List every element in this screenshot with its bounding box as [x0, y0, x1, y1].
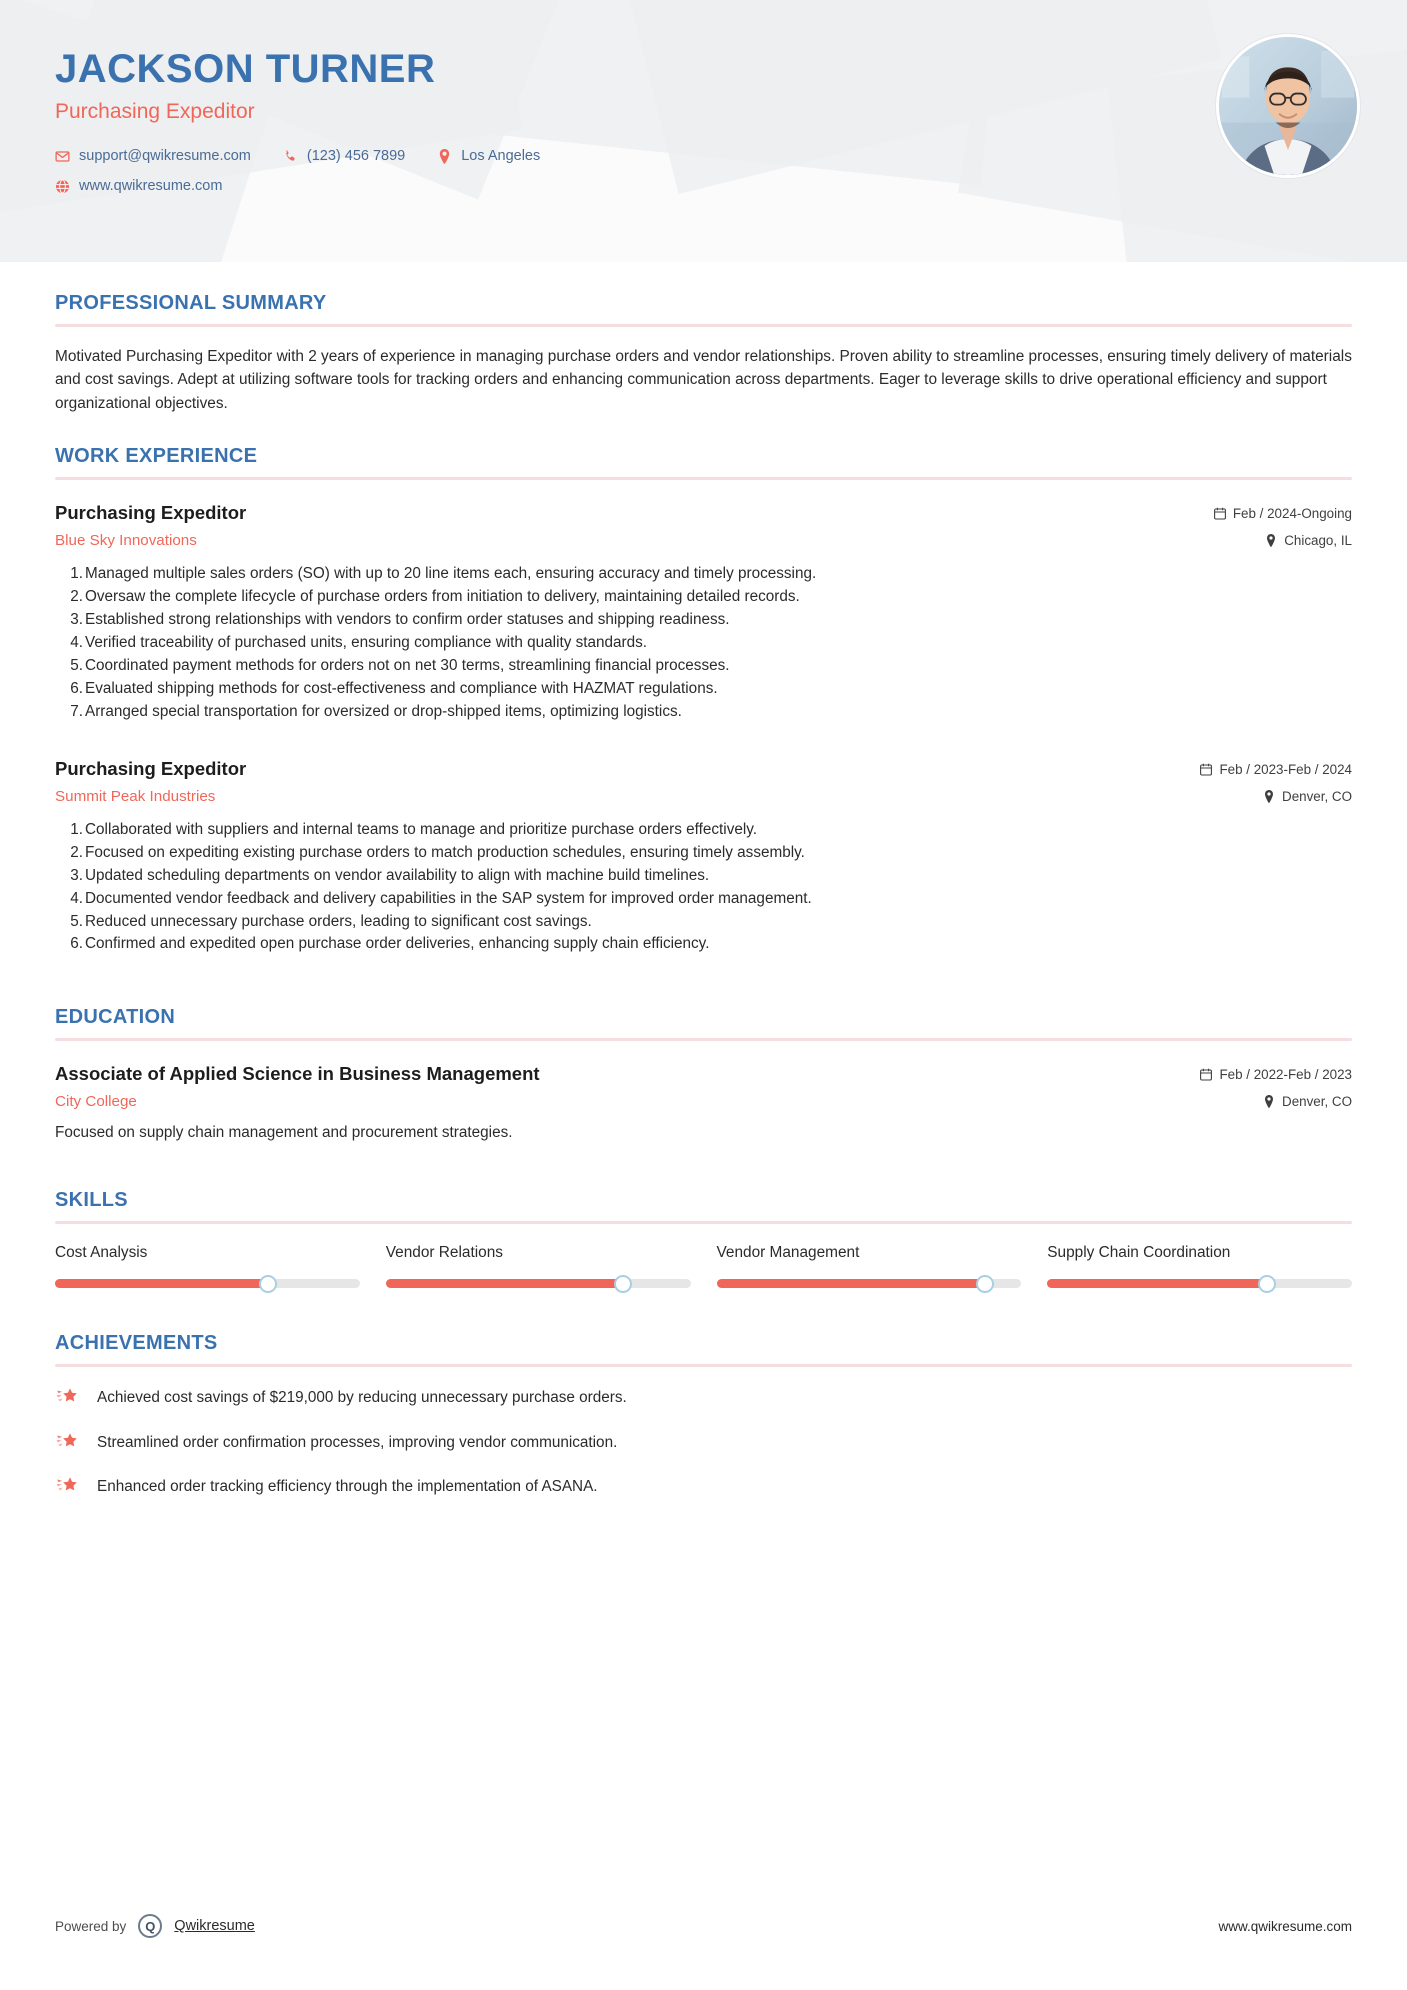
powered-by-label: Powered by [55, 1918, 127, 1934]
skill-progress-knob[interactable] [1258, 1275, 1276, 1293]
section-professional-summary [55, 292, 1352, 415]
list-item: Verified traceability of purchased units, ensuring compliance with quality standards. [85, 634, 648, 652]
skills-grid [55, 1244, 1352, 1288]
page-title: JACKSON TURNER [55, 47, 436, 91]
location-pin-icon [437, 149, 452, 164]
achievements-list [55, 1385, 1352, 1498]
list-item: Reduced unnecessary purchase orders, leading to significant cost savings. [85, 912, 592, 930]
section-divider [55, 477, 1352, 480]
skill-progress-fill [1047, 1279, 1266, 1288]
contact-location [437, 148, 540, 164]
experience-entry [55, 758, 1352, 957]
experience-location-text: Denver, CO [1282, 788, 1352, 804]
experience-dates [1200, 762, 1352, 777]
resume-body [0, 292, 1407, 1498]
section-divider [55, 324, 1352, 327]
education-entry [55, 1063, 1352, 1145]
contact-email[interactable] [55, 148, 251, 164]
skill-progress-fill [55, 1279, 268, 1288]
list-item [55, 1385, 1352, 1409]
qwikresume-logo-icon: Q [138, 1914, 162, 1938]
experience-location [1200, 789, 1352, 804]
experience-company: Summit Peak Industries [55, 787, 216, 805]
list-item: Collaborated with suppliers and internal teams to manage and prioritize purchase orders effectively. [85, 820, 758, 838]
page-footer [0, 1914, 1407, 1938]
calendar-icon [1214, 507, 1226, 520]
section-title: PROFESSIONAL SUMMARY [55, 292, 327, 314]
section-title: WORK EXPERIENCE [55, 445, 258, 468]
envelope-icon [55, 149, 70, 164]
list-item: Arranged special transportation for oversized or drop-shipped items, optimizing logistics. [85, 702, 682, 720]
star-icon [55, 1430, 81, 1454]
star-icon [55, 1474, 81, 1498]
resume-header [0, 0, 1407, 262]
calendar-icon [1200, 1068, 1212, 1081]
contact-phone-text: (123) 456 7899 [306, 148, 406, 164]
list-item: Documented vendor feedback and delivery capabilities in the SAP system for improved order management. [85, 889, 812, 907]
contact-website[interactable] [55, 178, 222, 194]
list-item: Confirmed and expedited open purchase order deliveries, enhancing supply chain efficiency. [85, 935, 710, 953]
job-role-subtitle: Purchasing Expeditor [55, 100, 255, 123]
list-item: Updated scheduling departments on vendor availability to align with machine build timelines. [85, 866, 710, 884]
skill-progress-track[interactable] [55, 1279, 360, 1288]
skill-progress-knob[interactable] [614, 1275, 632, 1293]
section-title: SKILLS [55, 1189, 128, 1212]
experience-bullets [55, 563, 1352, 724]
list-item [55, 1430, 1352, 1454]
brand-name-link[interactable]: Qwikresume [174, 1918, 255, 1934]
contact-email-text: support@qwikresume.com [79, 148, 251, 164]
summary-text: Motivated Purchasing Expeditor with 2 years of experience in managing purchase orders and vendor relationships. Proven ability to streamline processes, ensuring timely delivery of materials and cost savings. Adept at utilizing software tools for tracking orders and enhancing communication across departments. Eager to leverage skills to drive operational efficiency and support organizational objectives. [55, 348, 1352, 412]
list-item: Evaluated shipping methods for cost-effectiveness and compliance with HAZMAT regulations. [85, 679, 718, 697]
list-item: Established strong relationships with vendors to confirm order statuses and shipping readiness. [85, 611, 730, 629]
experience-dates-text: Feb / 2023-Feb / 2024 [1219, 761, 1352, 777]
section-work-experience [55, 445, 1352, 956]
skill-label: Vendor Management [716, 1244, 860, 1262]
skill-progress-knob[interactable] [259, 1275, 277, 1293]
skill-progress-knob[interactable] [976, 1275, 994, 1293]
education-description: Focused on supply chain management and procurement strategies. [55, 1124, 513, 1142]
section-divider [55, 1221, 1352, 1224]
list-item [55, 1474, 1352, 1498]
experience-location [1214, 533, 1352, 548]
education-school: City College [55, 1093, 137, 1111]
skill-label: Cost Analysis [55, 1244, 148, 1262]
list-item: Focused on expediting existing purchase orders to match production schedules, ensuring timely assembly. [85, 843, 805, 861]
avatar [1216, 34, 1360, 178]
list-item: Coordinated payment methods for orders not on net 30 terms, streamlining financial processes. [85, 656, 730, 674]
list-item: Oversaw the complete lifecycle of purchase orders from initiation to delivery, maintaining detailed records. [85, 588, 800, 606]
achievement-text: Streamlined order confirmation processes, improving vendor communication. [97, 1433, 618, 1451]
section-divider [55, 1038, 1352, 1041]
achievement-text: Enhanced order tracking efficiency through the implementation of ASANA. [97, 1477, 598, 1495]
skill-progress-fill [717, 1279, 985, 1288]
experience-job-title: Purchasing Expeditor [55, 502, 247, 524]
map-marker-icon [1263, 1095, 1275, 1108]
phone-icon [283, 149, 298, 164]
education-location [1200, 1094, 1352, 1109]
achievement-text: Achieved cost savings of $219,000 by reducing unnecessary purchase orders. [97, 1389, 627, 1407]
skill-item [55, 1244, 360, 1288]
star-icon [55, 1385, 81, 1409]
skill-progress-track[interactable] [717, 1279, 1022, 1288]
education-degree: Associate of Applied Science in Business Management [55, 1063, 540, 1085]
map-marker-icon [1263, 790, 1275, 803]
skill-label: Supply Chain Coordination [1047, 1244, 1231, 1262]
list-item: Managed multiple sales orders (SO) with up to 20 line items each, ensuring accuracy and timely processing. [85, 565, 817, 583]
section-title: ACHIEVEMENTS [55, 1332, 218, 1355]
map-marker-icon [1265, 534, 1277, 547]
experience-job-title: Purchasing Expeditor [55, 757, 247, 779]
contact-row-primary [55, 148, 1352, 164]
skill-item [1047, 1244, 1352, 1288]
section-skills [55, 1189, 1352, 1288]
calendar-icon [1200, 763, 1212, 776]
experience-dates-text: Feb / 2024-Ongoing [1232, 506, 1352, 522]
contact-website-text: www.qwikresume.com [79, 178, 223, 194]
section-title: EDUCATION [55, 1006, 176, 1029]
contact-row-secondary [55, 178, 1352, 194]
skill-item [386, 1244, 691, 1288]
experience-company: Blue Sky Innovations [55, 532, 197, 550]
section-divider [55, 1364, 1352, 1367]
footer-website[interactable]: www.qwikresume.com [1218, 1918, 1352, 1934]
experience-location-text: Chicago, IL [1284, 533, 1352, 549]
experience-bullets [55, 819, 1352, 957]
skill-progress-track[interactable] [386, 1279, 691, 1288]
education-dates [1200, 1067, 1352, 1082]
section-education [55, 1006, 1352, 1145]
skill-progress-track[interactable] [1047, 1279, 1352, 1288]
section-achievements [55, 1332, 1352, 1498]
education-dates-text: Feb / 2022-Feb / 2023 [1219, 1067, 1352, 1083]
education-location-text: Denver, CO [1282, 1094, 1352, 1110]
contact-location-text: Los Angeles [461, 148, 541, 164]
skill-progress-fill [386, 1279, 624, 1288]
experience-entry [55, 502, 1352, 724]
skill-item [717, 1244, 1022, 1288]
globe-icon [55, 179, 70, 194]
contact-phone[interactable] [283, 148, 405, 164]
experience-dates [1214, 506, 1352, 521]
skill-label: Vendor Relations [385, 1244, 503, 1262]
